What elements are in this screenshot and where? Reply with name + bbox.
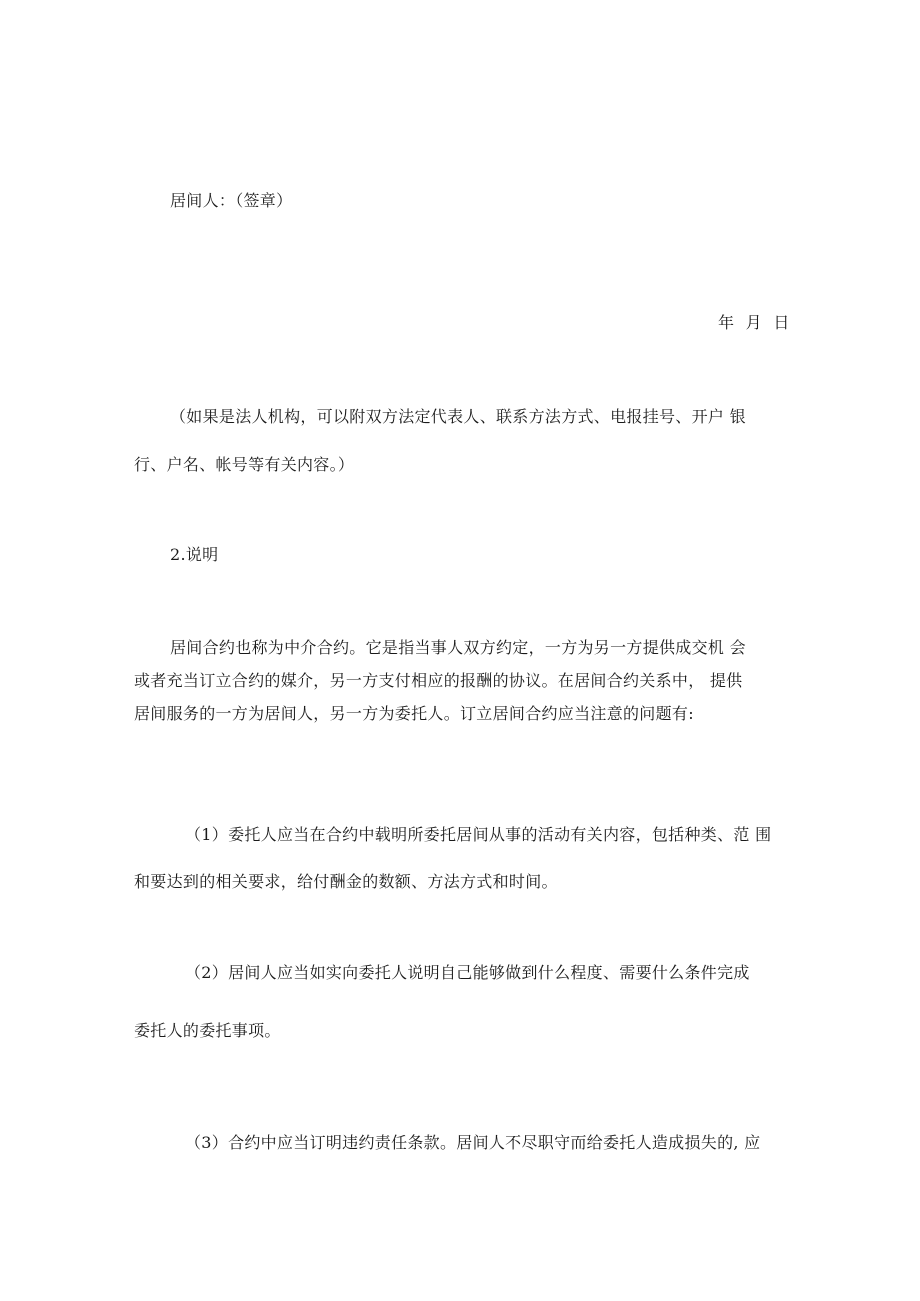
- intro-line-2: 或者充当订立合约的媒介，另一方支付相应的报酬的协议。在居间合约关系中， 提供: [134, 671, 743, 690]
- signature-line: 居间人：（签章）: [170, 191, 293, 210]
- item-1-line-2: 和要达到的相关要求，给付酬金的数额、方法方式和时间。: [134, 872, 558, 891]
- item-2-line-1: （2）居间人应当如实向委托人说明自己能够做到什么程度、需要什么条件完成: [185, 963, 750, 982]
- date-line: 年 月 日: [718, 313, 790, 332]
- item-1-line-1: （1）委托人应当在合约中载明所委托居间从事的活动有关内容，包括种类、范 围: [185, 825, 772, 844]
- item-3-line-1: （3）合约中应当订明违约责任条款。居间人不尽职守而给委托人造成损失的, 应: [185, 1133, 761, 1152]
- note-line-1: （如果是法人机构，可以附双方法定代表人、联系方法方式、电报挂号、开户 银: [170, 407, 746, 426]
- section-heading: 2.说明: [170, 545, 219, 564]
- note-line-2: 行、户名、帐号等有关内容。）: [134, 455, 355, 474]
- intro-line-3: 居间服务的一方为居间人，另一方为委托人。订立居间合约应当注意的问题有:: [134, 704, 694, 723]
- item-2-line-2: 委托人的委托事项。: [134, 1021, 281, 1040]
- intro-line-1: 居间合约也称为中介合约。它是指当事人双方约定，一方为另一方提供成交机 会: [170, 638, 746, 657]
